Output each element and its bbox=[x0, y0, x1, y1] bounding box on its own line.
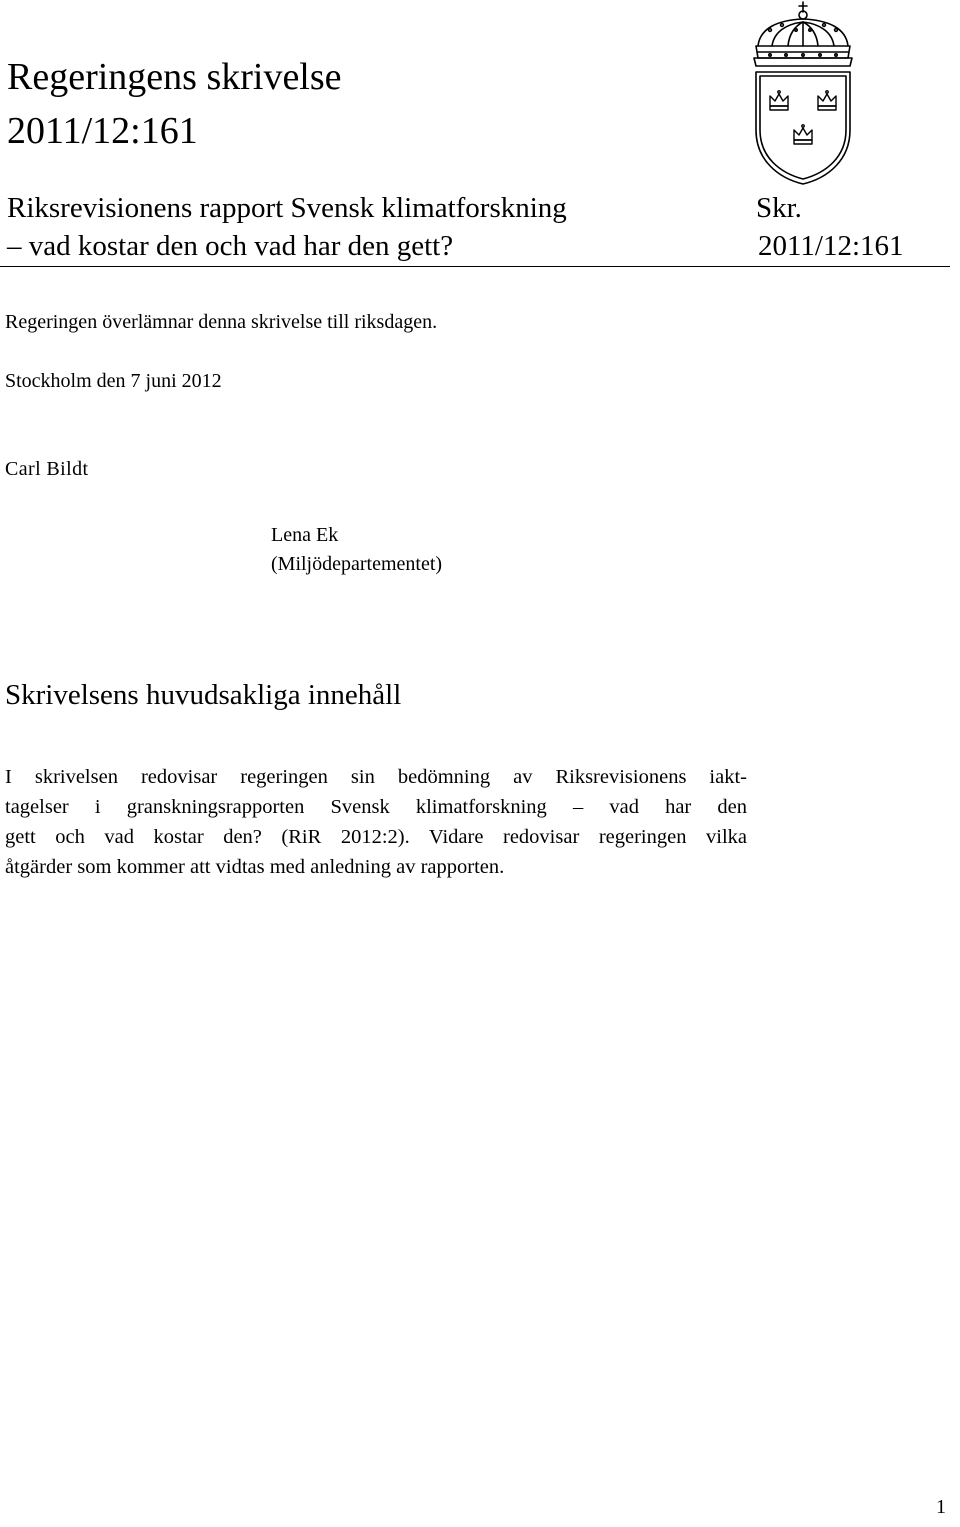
page-number: 1 bbox=[936, 1496, 946, 1518]
summary-line: I skrivelsen redovisar regeringen sin bedömning av Riksrevisionens iakt- bbox=[5, 766, 747, 788]
subject-line-1: Riksrevisionens rapport Svensk klimatforskning bbox=[7, 192, 567, 224]
summary-line: gett och vad kostar den? (RiR 2012:2). Vidare redovisar regeringen vilka bbox=[5, 826, 747, 848]
signatory-minister: Lena Ek bbox=[271, 524, 339, 546]
place-and-date: Stockholm den 7 juni 2012 bbox=[5, 370, 222, 392]
subject-line-2: – vad kostar den och vad har den gett? bbox=[7, 230, 454, 262]
skr-number: 2011/12:161 bbox=[758, 230, 904, 262]
skr-label: Skr. bbox=[756, 192, 802, 224]
header-divider bbox=[0, 266, 950, 267]
swedish-coat-of-arms-logo bbox=[748, 0, 858, 186]
document-title: Regeringens skrivelse bbox=[7, 56, 342, 98]
summary-heading: Skrivelsens huvudsakliga innehåll bbox=[5, 679, 402, 711]
signatory-department: (Miljödepartementet) bbox=[271, 553, 443, 575]
signatory-prime-minister: Carl Bildt bbox=[5, 458, 89, 480]
transmittal-text: Regeringen överlämnar denna skrivelse till riksdagen. bbox=[5, 311, 438, 333]
summary-line: åtgärder som kommer att vidtas med anledning av rapporten. bbox=[5, 856, 505, 878]
summary-line: tagelser i granskningsrapporten Svensk klimatforskning – vad har den bbox=[5, 796, 747, 818]
summary-paragraph bbox=[5, 762, 747, 882]
document-number: 2011/12:161 bbox=[7, 110, 198, 152]
